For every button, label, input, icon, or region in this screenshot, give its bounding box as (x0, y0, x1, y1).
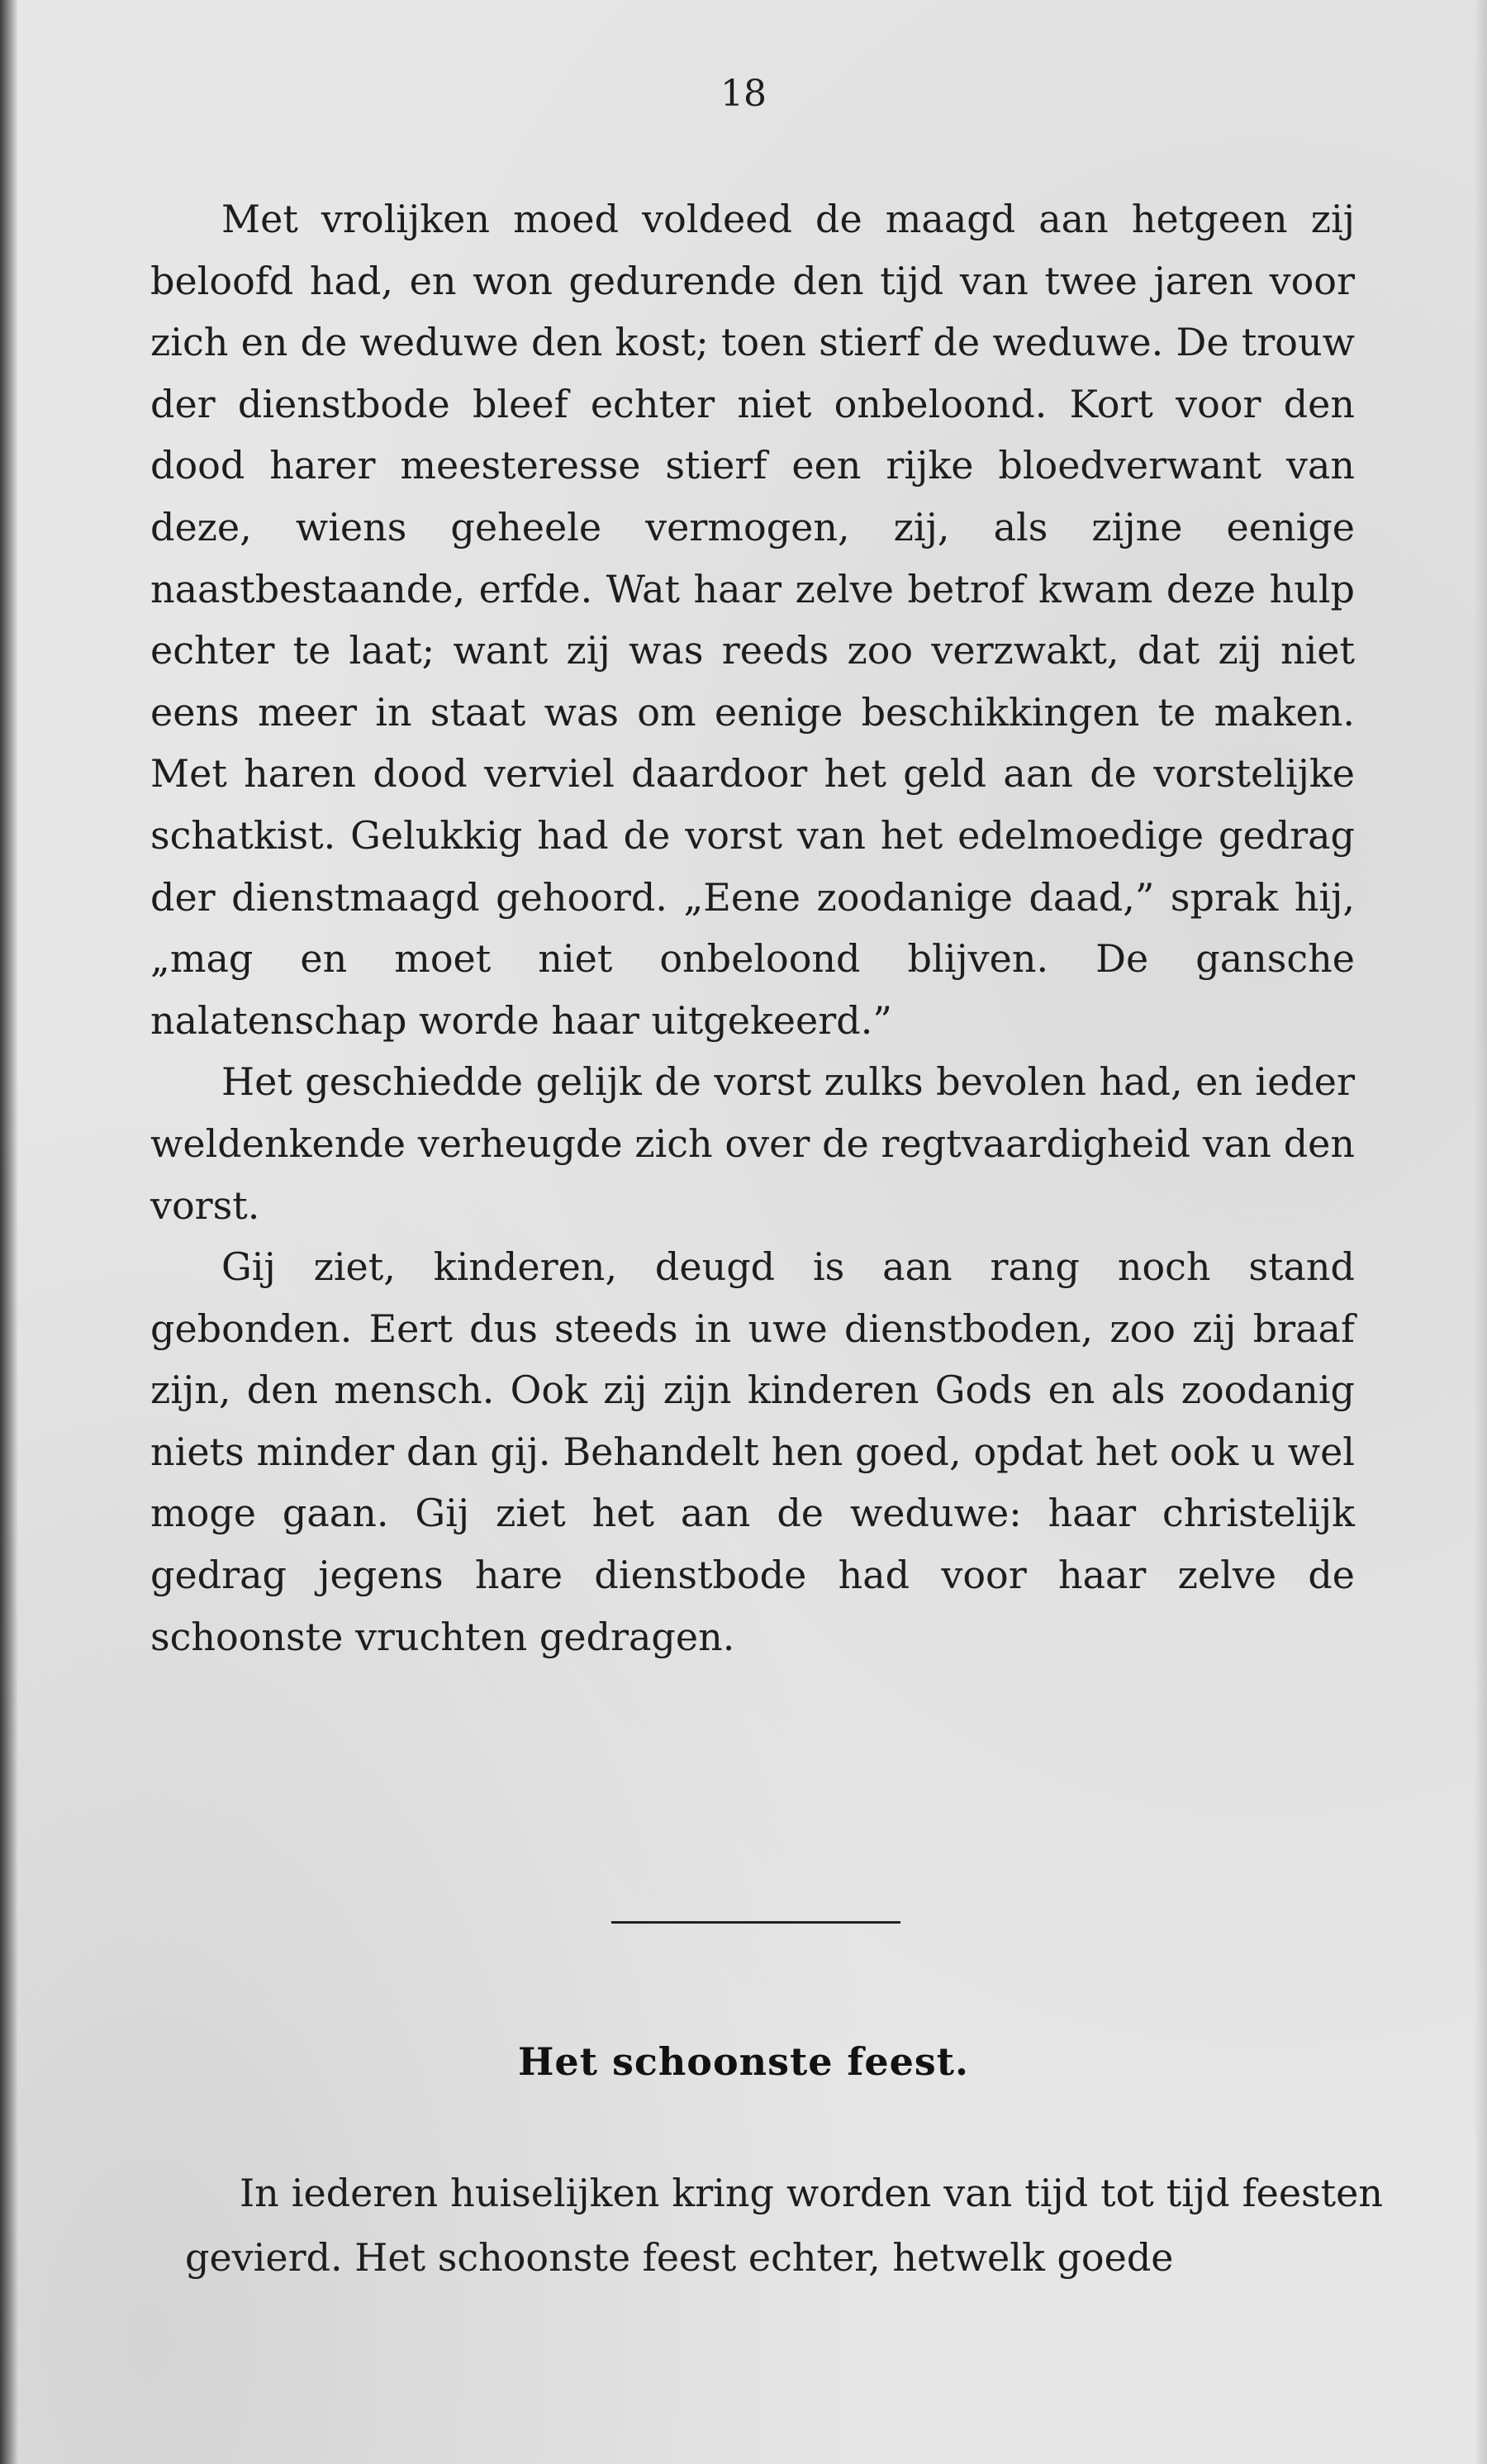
page-edge (1474, 0, 1487, 2464)
page-number: 18 (720, 73, 767, 115)
binding-shadow (0, 0, 18, 2464)
body-text (150, 188, 1355, 1667)
section-title: Het schoonste feest. (517, 2039, 970, 2084)
paragraph: In iederen huiselijken kring worden van tijd tot tijd feesten gevierd. Het schoonste feest echter, hetwelk goede (185, 2171, 1383, 2280)
paragraph: Gij ziet, kinderen, deugd is aan rang noch stand gebonden. Eert dus steeds in uwe dienstboden, zoo zij braaf zijn, den mensch. Ook zij zijn kinderen Gods en als zoodanig niets minder dan gij. Behandelt hen goed, opdat het ook u wel moge gaan. Gij ziet het aan de weduwe: haar christelijk gedrag jegens hare dienstbode had voor haar zelve de schoonste vruchten gedragen. (150, 1244, 1355, 1659)
paragraph: Met vrolijken moed voldeed de maagd aan hetgeen zij beloofd had, en won gedurende den tijd van twee jaren voor zich en de weduwe den kost; toen stierf de weduwe. De trouw der dienstbode bleef echter niet onbeloond. Kort voor den dood harer meesteresse stierf een rijke bloedverwant van deze, wiens geheele vermogen, zij, als zijne eenige naastbestaande, erfde. Wat haar zelve betrof kwam deze hulp echter te laat; want zij was reeds zoo verzwakt, dat zij niet eens meer in staat was om eenige beschikkingen te maken. Met haren dood verviel daardoor het geld aan de vorstelijke schatkist. Gelukkig had de vorst van het edelmoedige gedrag der dienstmaagd gehoord. „Eene zoodanige daad,” sprak hij, „mag en moet niet onbeloond blijven. De gansche nalatenschap worde haar uitgekeerd.” (150, 197, 1355, 1043)
paragraph: Het geschiedde gelijk de vorst zulks bevolen had, en ieder weldenkende verheugde zich over de regtvaardigheid van den vorst. (150, 1059, 1355, 1228)
section-body-text (185, 2161, 1383, 2290)
section-divider (611, 1921, 900, 1924)
